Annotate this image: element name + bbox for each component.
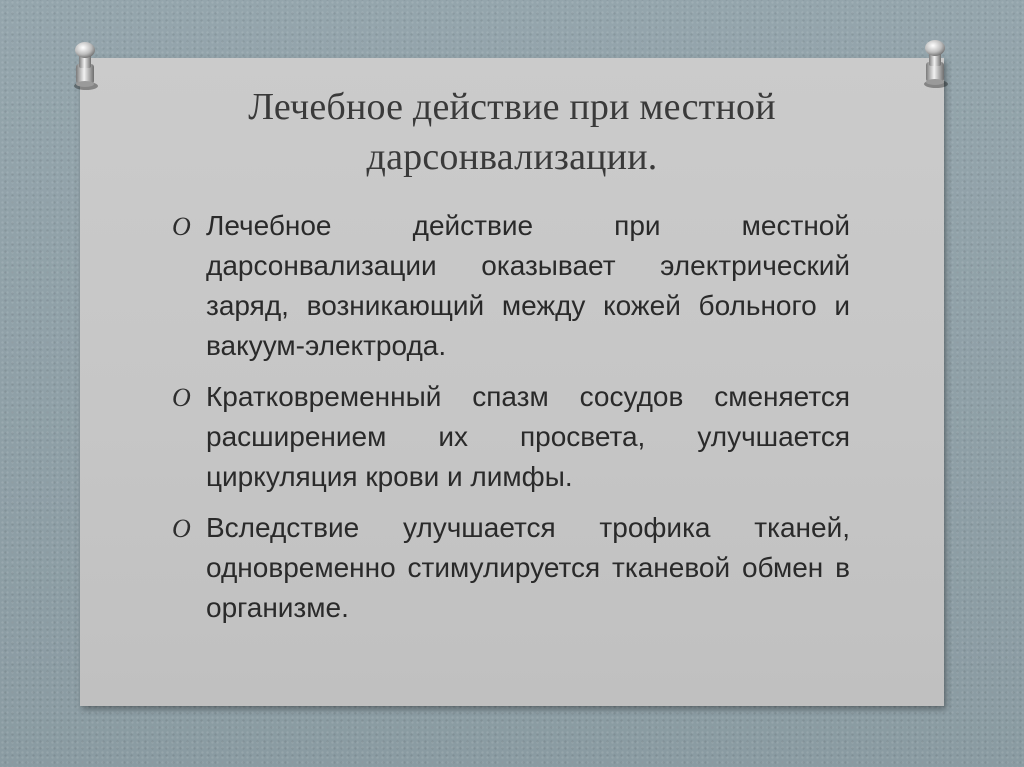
- bullet-marker: O: [172, 383, 191, 412]
- slide-title-line: дарсонвализации.: [366, 136, 658, 178]
- bullet-marker: O: [172, 212, 191, 241]
- bullet-text: Кратковременный спазм сосудов сменяется расширением их просвета, улучшается циркуляция крови и лимфы.: [206, 381, 850, 492]
- bullet-list: [170, 206, 850, 639]
- bullet-text: Лечебное действие при местной дарсонвализации оказывает электрический заряд, возникающий между кожей больного и вакуум-электрода.: [206, 210, 850, 361]
- bullet-item: [170, 377, 850, 497]
- bullet-text: Вследствие улучшается трофика тканей, одновременно стимулируется тканевой обмен в организме.: [206, 512, 850, 623]
- bullet-marker: O: [172, 514, 191, 543]
- bullet-item: [170, 508, 850, 628]
- bullet-item: [170, 206, 850, 366]
- slide-title: [80, 82, 944, 182]
- slide-title-line: Лечебное действие при местной: [248, 86, 776, 128]
